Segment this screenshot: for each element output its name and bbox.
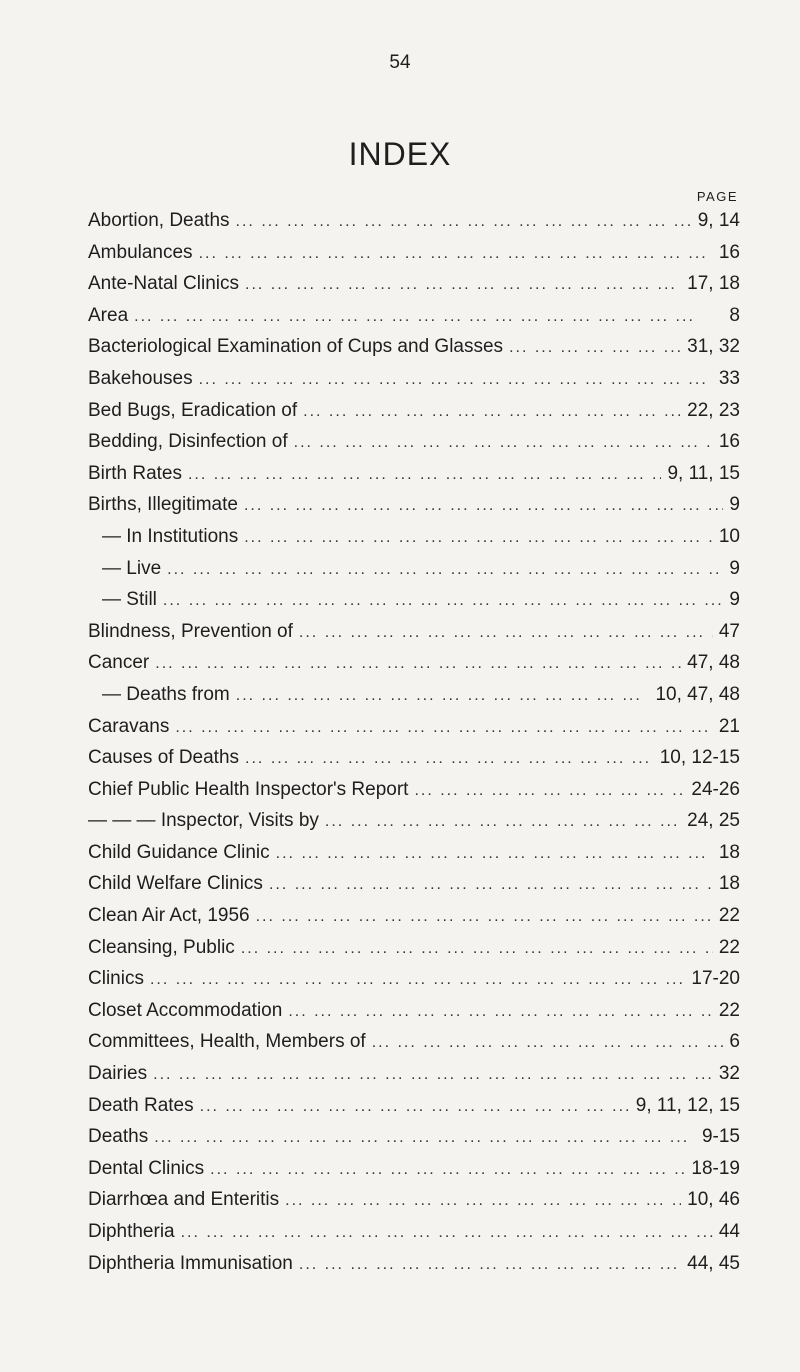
index-entry	[88, 237, 740, 269]
index-entry	[88, 395, 740, 427]
dot-leader	[299, 1249, 681, 1281]
index-entry-label: Causes of Deaths	[88, 747, 240, 769]
index-entry-pages: 24, 25	[687, 810, 740, 832]
index-entry-label: Ante-Natal Clinics	[88, 273, 239, 295]
index-entry-pages: 24-26	[691, 778, 740, 800]
index-entry-pages: 18	[718, 841, 740, 863]
index-entry-label: Committees, Health, Members of	[88, 1031, 366, 1053]
dot-leader	[236, 206, 692, 238]
index-entry-pages: 33	[718, 367, 740, 389]
dot-leader	[163, 585, 724, 617]
dot-leader	[245, 269, 681, 301]
index-entry	[88, 679, 740, 711]
index-entry-pages: 9, 11, 12, 15	[635, 1094, 740, 1116]
index-entry-label: Caravans	[88, 715, 170, 737]
dot-leader	[256, 901, 713, 933]
index-entry	[88, 300, 740, 332]
index-entry	[88, 900, 740, 932]
index-entry-pages: 6	[729, 1031, 740, 1053]
index-entry-label: Closet Accommodation	[88, 999, 283, 1021]
index-entry-label: Diphtheria	[88, 1221, 175, 1242]
dot-leader	[150, 964, 685, 996]
index-entry	[88, 616, 740, 648]
index-entry-label: — — — Inspector, Visits by	[88, 810, 319, 832]
index-entry-pages: 9-15	[701, 1126, 740, 1148]
index-entry-label: Cancer	[88, 652, 150, 674]
index-entry	[88, 963, 740, 995]
index-entry-label: Bacteriological Examination of Cups and Glasses	[88, 336, 504, 358]
index-entry-label: Blindness, Prevention of	[88, 620, 293, 642]
index-entry	[88, 805, 740, 837]
dot-leader	[200, 1091, 630, 1123]
index-entry	[88, 711, 740, 743]
index-entry	[88, 268, 740, 300]
dot-leader	[244, 522, 713, 554]
dot-leader	[175, 712, 713, 744]
index-entry	[88, 868, 740, 900]
index-entry-pages: 10, 12-15	[659, 747, 740, 769]
index-entry-label: Bed Bugs, Eradication of	[88, 399, 298, 421]
index-entry-pages: 22	[718, 936, 740, 958]
index-entry	[88, 1121, 740, 1153]
dot-leader	[134, 301, 723, 333]
index-entry	[88, 205, 740, 237]
index-entry-label: — In Institutions	[102, 525, 239, 547]
index-entry-label: Chief Public Health Inspector's Report	[88, 778, 409, 800]
index-entry-pages: 32	[718, 1063, 740, 1085]
dot-leader	[276, 838, 713, 870]
index-entry	[88, 1058, 740, 1090]
index-entry-pages: 47	[718, 620, 740, 642]
index-entry-label: Area	[88, 304, 129, 326]
dot-leader	[199, 364, 713, 396]
dot-leader	[236, 680, 650, 712]
index-entry	[88, 742, 740, 774]
index-entry-pages: 18-19	[691, 1157, 740, 1179]
index-entry-label: Cleansing, Public	[88, 936, 235, 958]
index-entry-pages: 44, 45	[687, 1252, 740, 1274]
index-entry	[88, 1090, 740, 1122]
dot-leader	[181, 1217, 713, 1249]
index-entry-label: — Live	[102, 557, 162, 579]
index-entry	[88, 1026, 740, 1058]
index-entry-label: Child Guidance Clinic	[88, 841, 270, 863]
index-entry	[88, 553, 740, 585]
index-entry	[88, 774, 740, 806]
index-entry	[88, 489, 740, 521]
index-entry-label: Abortion, Deaths	[88, 210, 230, 231]
index-entry-pages: 10	[718, 525, 740, 547]
dot-leader	[199, 238, 713, 270]
index-entry-label: Child Welfare Clinics	[88, 873, 263, 895]
index-entry	[88, 1216, 740, 1248]
dot-leader	[269, 869, 713, 901]
index-entry-label: Clinics	[88, 968, 144, 990]
index-entry	[88, 932, 740, 964]
dot-leader	[372, 1027, 724, 1059]
index-entry	[88, 363, 740, 395]
dot-leader	[325, 806, 681, 838]
index-entry-label: — Deaths from	[102, 683, 230, 705]
index-entry-label: Death Rates	[88, 1094, 194, 1116]
index-entry-label: Deaths	[88, 1126, 149, 1148]
index-entry-label: Dairies	[88, 1063, 148, 1085]
index-entry-pages: 22	[718, 905, 740, 927]
dot-leader	[210, 1154, 685, 1186]
index-entry-pages: 44	[718, 1221, 740, 1242]
dot-leader	[155, 648, 681, 680]
dot-leader	[414, 775, 685, 807]
index-entry-pages: 9	[729, 557, 740, 579]
index-entry	[88, 995, 740, 1027]
index-entry-label: Birth Rates	[88, 462, 182, 484]
page-title: INDEX	[348, 136, 452, 172]
index-entry-pages: 17-20	[691, 968, 740, 990]
page-number: 54	[389, 52, 411, 73]
index-entry	[88, 521, 740, 553]
index-entry-label: Births, Illegitimate	[88, 494, 238, 516]
index-entry-label: Diphtheria Immunisation	[88, 1252, 293, 1274]
dot-leader	[167, 554, 723, 586]
dot-leader	[241, 933, 713, 965]
dot-leader	[245, 743, 654, 775]
index-entry-pages: 9	[729, 589, 740, 611]
index-entry-pages: 8	[729, 304, 740, 326]
dot-leader	[188, 459, 661, 491]
index-entry-label: — Still	[102, 589, 157, 611]
index-entry-pages: 22	[718, 999, 740, 1021]
index-entry-pages: 9, 11, 15	[667, 462, 740, 484]
index-entry-label: Ambulances	[88, 241, 193, 263]
index-entry-pages: 16	[718, 431, 740, 453]
index-entry-label: Bedding, Disinfection of	[88, 431, 288, 453]
index-entry	[88, 331, 740, 363]
index-entry	[88, 647, 740, 679]
dot-leader	[294, 427, 713, 459]
index-entry-pages: 22, 23	[687, 399, 740, 421]
index-entry-pages: 31, 32	[687, 336, 740, 358]
index-entry-pages: 18	[718, 873, 740, 895]
index-entry-pages: 10, 47, 48	[655, 683, 740, 705]
index-entry-pages: 17, 18	[687, 273, 740, 295]
index-entry	[88, 1184, 740, 1216]
index-list	[88, 205, 740, 1279]
dot-leader	[153, 1059, 713, 1091]
dot-leader	[244, 490, 723, 522]
index-entry	[88, 584, 740, 616]
dot-leader	[303, 396, 681, 428]
index-entry	[88, 1248, 740, 1280]
page-column-header: PAGE	[696, 189, 738, 204]
index-entry-pages: 9	[729, 494, 740, 516]
dot-leader	[288, 996, 713, 1028]
index-entry-label: Clean Air Act, 1956	[88, 905, 250, 927]
dot-leader	[509, 332, 681, 364]
index-entry-label: Bakehouses	[88, 367, 193, 389]
index-entry-label: Diarrhœa and Enteritis	[88, 1189, 280, 1211]
index-entry	[88, 458, 740, 490]
index-entry	[88, 426, 740, 458]
index-entry-pages: 10, 46	[687, 1189, 740, 1211]
index-entry	[88, 837, 740, 869]
dot-leader	[285, 1185, 681, 1217]
index-entry-pages: 9, 14	[697, 210, 740, 231]
index-entry-label: Dental Clinics	[88, 1157, 205, 1179]
index-entry-pages: 16	[718, 241, 740, 263]
dot-leader	[154, 1122, 696, 1154]
dot-leader	[299, 617, 713, 649]
index-entry	[88, 1153, 740, 1185]
index-entry-pages: 21	[718, 715, 740, 737]
index-entry-pages: 47, 48	[687, 652, 740, 674]
